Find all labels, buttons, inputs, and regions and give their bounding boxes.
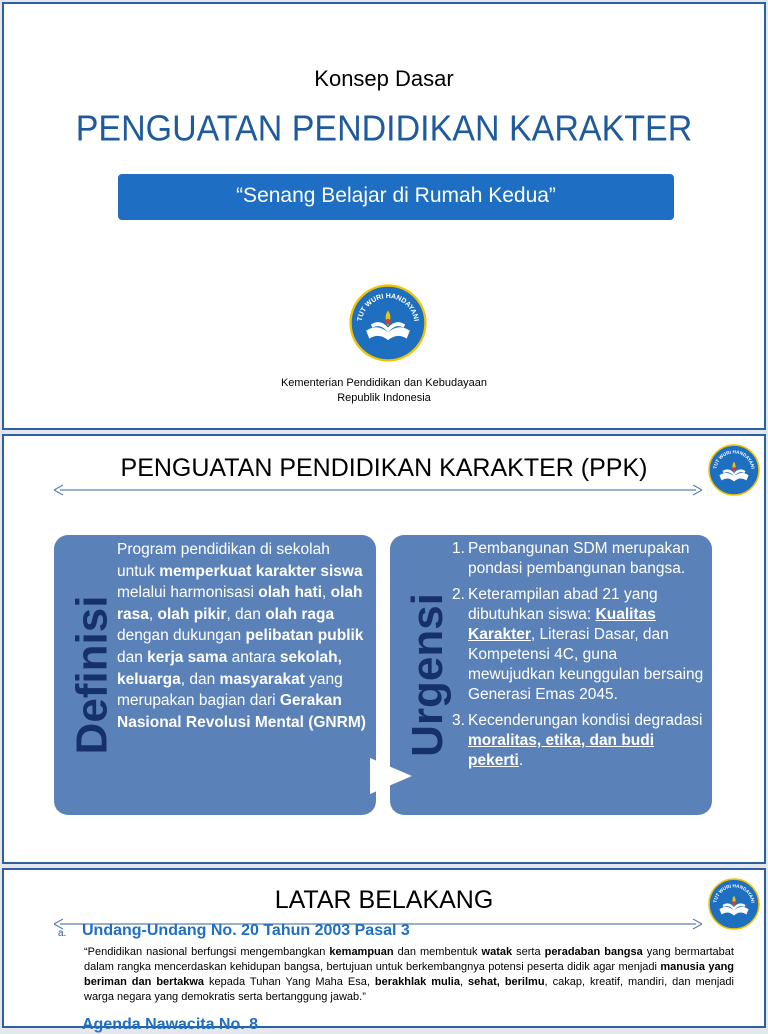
urgensi-text-run: . [518, 752, 524, 769]
quote-text-run: , cakap, kreatif, mandiri, dan menjadi warga negara yang demokratis serta bertanggung jawab.” [84, 976, 734, 1003]
slide-latar-belakang [2, 868, 766, 1033]
definisi-text-run: , [148, 605, 158, 623]
urgensi-item-text [468, 540, 689, 577]
quote-bold-run: berakhlak mulia [374, 976, 460, 988]
definisi-bold-run: sekolah, keluarga [117, 648, 342, 688]
slide-cover [2, 2, 766, 430]
definisi-bold-run: olah rasa [117, 584, 363, 623]
definisi-text-run: , [322, 584, 331, 602]
definisi-text-run: antara [227, 648, 280, 666]
definisi-text-run: dengan dukungan [117, 627, 246, 645]
definisi-bold-run: olah raga [265, 605, 335, 623]
institution-line-2: Republik Indonesia [337, 392, 431, 404]
definisi-text-run: Program pendidikan di sekolah untuk [117, 541, 330, 580]
quote-text-run: “Pendidikan nasional berfungsi mengembangkan [84, 946, 330, 958]
urgensi-item-number: 3. [452, 712, 465, 729]
urgensi-label: Urgensi [403, 593, 453, 757]
slide-title: LATAR BELAKANG [274, 886, 494, 914]
quote-text-run: yang bermartabat dalam rangka mencerdaskan kehidupan bangsa, bertujuan untuk berkembangnya potensi peserta didik agar menjadi [84, 946, 734, 973]
urgensi-bold-run: moralitas, etika, dan budi pekerti [468, 732, 655, 769]
quote-text-run: kepada Tuhan Yang Maha Esa, [204, 976, 375, 988]
slide-subtitle: Konsep Dasar [314, 66, 454, 91]
slide-title: PENGUATAN PENDIDIKAN KARAKTER (PPK) [120, 454, 648, 482]
urgensi-bold-run: Kualitas Karakter [468, 606, 656, 643]
list-marker-a: a. [58, 928, 67, 939]
urgensi-text-run: Pembangunan SDM merupakan pondasi pembangunan bangsa. [468, 540, 690, 577]
tut-wuri-handayani-logo [708, 878, 760, 930]
urgensi-item-text [468, 712, 702, 769]
quote-bold-run: manusia yang beriman dan bertakwa [84, 961, 735, 988]
definisi-text-run: , dan [180, 670, 220, 688]
double-arrow-line [54, 484, 702, 496]
slide-title: PENGUATAN PENDIDIKAN KARAKTER [75, 109, 693, 149]
institution-name [4, 376, 764, 406]
law-quote [84, 945, 734, 1005]
quote-bold-run: watak [481, 946, 513, 958]
urgensi-item [452, 585, 708, 705]
tagline-banner: “Senang Belajar di Rumah Kedua” [118, 174, 674, 220]
definisi-bold-run: pelibatan publik [245, 627, 364, 645]
urgensi-item-text [468, 586, 703, 703]
quote-bold-run: peradaban bangsa [544, 946, 643, 958]
definisi-bold-run: kerja sama [147, 648, 228, 666]
definisi-bold-run: masyarakat [219, 670, 305, 688]
definisi-text-run: dan [117, 648, 148, 666]
urgensi-item [452, 711, 708, 771]
slide-ppk [2, 434, 766, 864]
definisi-label-wrap [64, 535, 120, 815]
institution-line-1: Kementerian Pendidikan dan Kebudayaan [280, 377, 488, 389]
tut-wuri-handayani-logo [349, 284, 427, 362]
quote-bold-run: sehat, berilmu [468, 976, 545, 988]
definisi-bold-run: Gerakan Nasional Revolusi Mental (GNRM) [117, 692, 366, 731]
quote-text-run: dan membentuk [393, 946, 482, 958]
urgensi-item [452, 539, 708, 579]
urgensi-box [390, 535, 712, 815]
definisi-bold-run: memperkuat karakter siswa [159, 562, 363, 580]
quote-text-run: serta [512, 946, 545, 958]
definisi-bold-run: olah pikir [157, 605, 227, 623]
urgensi-text-run: Keterampilan abad 21 yang dibutuhkan siswa: [468, 586, 658, 623]
quote-bold-run: kemampuan [329, 946, 394, 958]
definisi-bold-run: olah hati [258, 584, 323, 602]
urgensi-text-run: Kecenderungan kondisi degradasi [468, 712, 703, 729]
quote-text-run: , [459, 976, 469, 988]
tut-wuri-handayani-logo [708, 444, 760, 496]
urgensi-list [452, 539, 708, 777]
definisi-label: Definisi [67, 595, 117, 755]
play-arrow-icon [368, 756, 414, 796]
urgensi-text-run: , Literasi Dasar, dan Kompetensi 4C, guna mewujudkan keunggulan bersaing Generasi Emas 2045. [468, 626, 704, 703]
definisi-text [117, 539, 367, 733]
urgensi-item-number: 2. [452, 586, 465, 603]
definisi-text-run: melalui harmonisasi [117, 584, 259, 602]
law-reference-title: Undang-Undang No. 20 Tahun 2003 Pasal 3 [82, 922, 410, 939]
urgensi-item-number: 1. [452, 540, 465, 557]
definisi-text-run: yang merupakan bagian dari [117, 670, 343, 710]
definisi-box [54, 535, 376, 815]
definisi-text-run: , dan [226, 605, 266, 623]
nawacita-heading: Agenda Nawacita No. 8 [82, 1016, 259, 1033]
